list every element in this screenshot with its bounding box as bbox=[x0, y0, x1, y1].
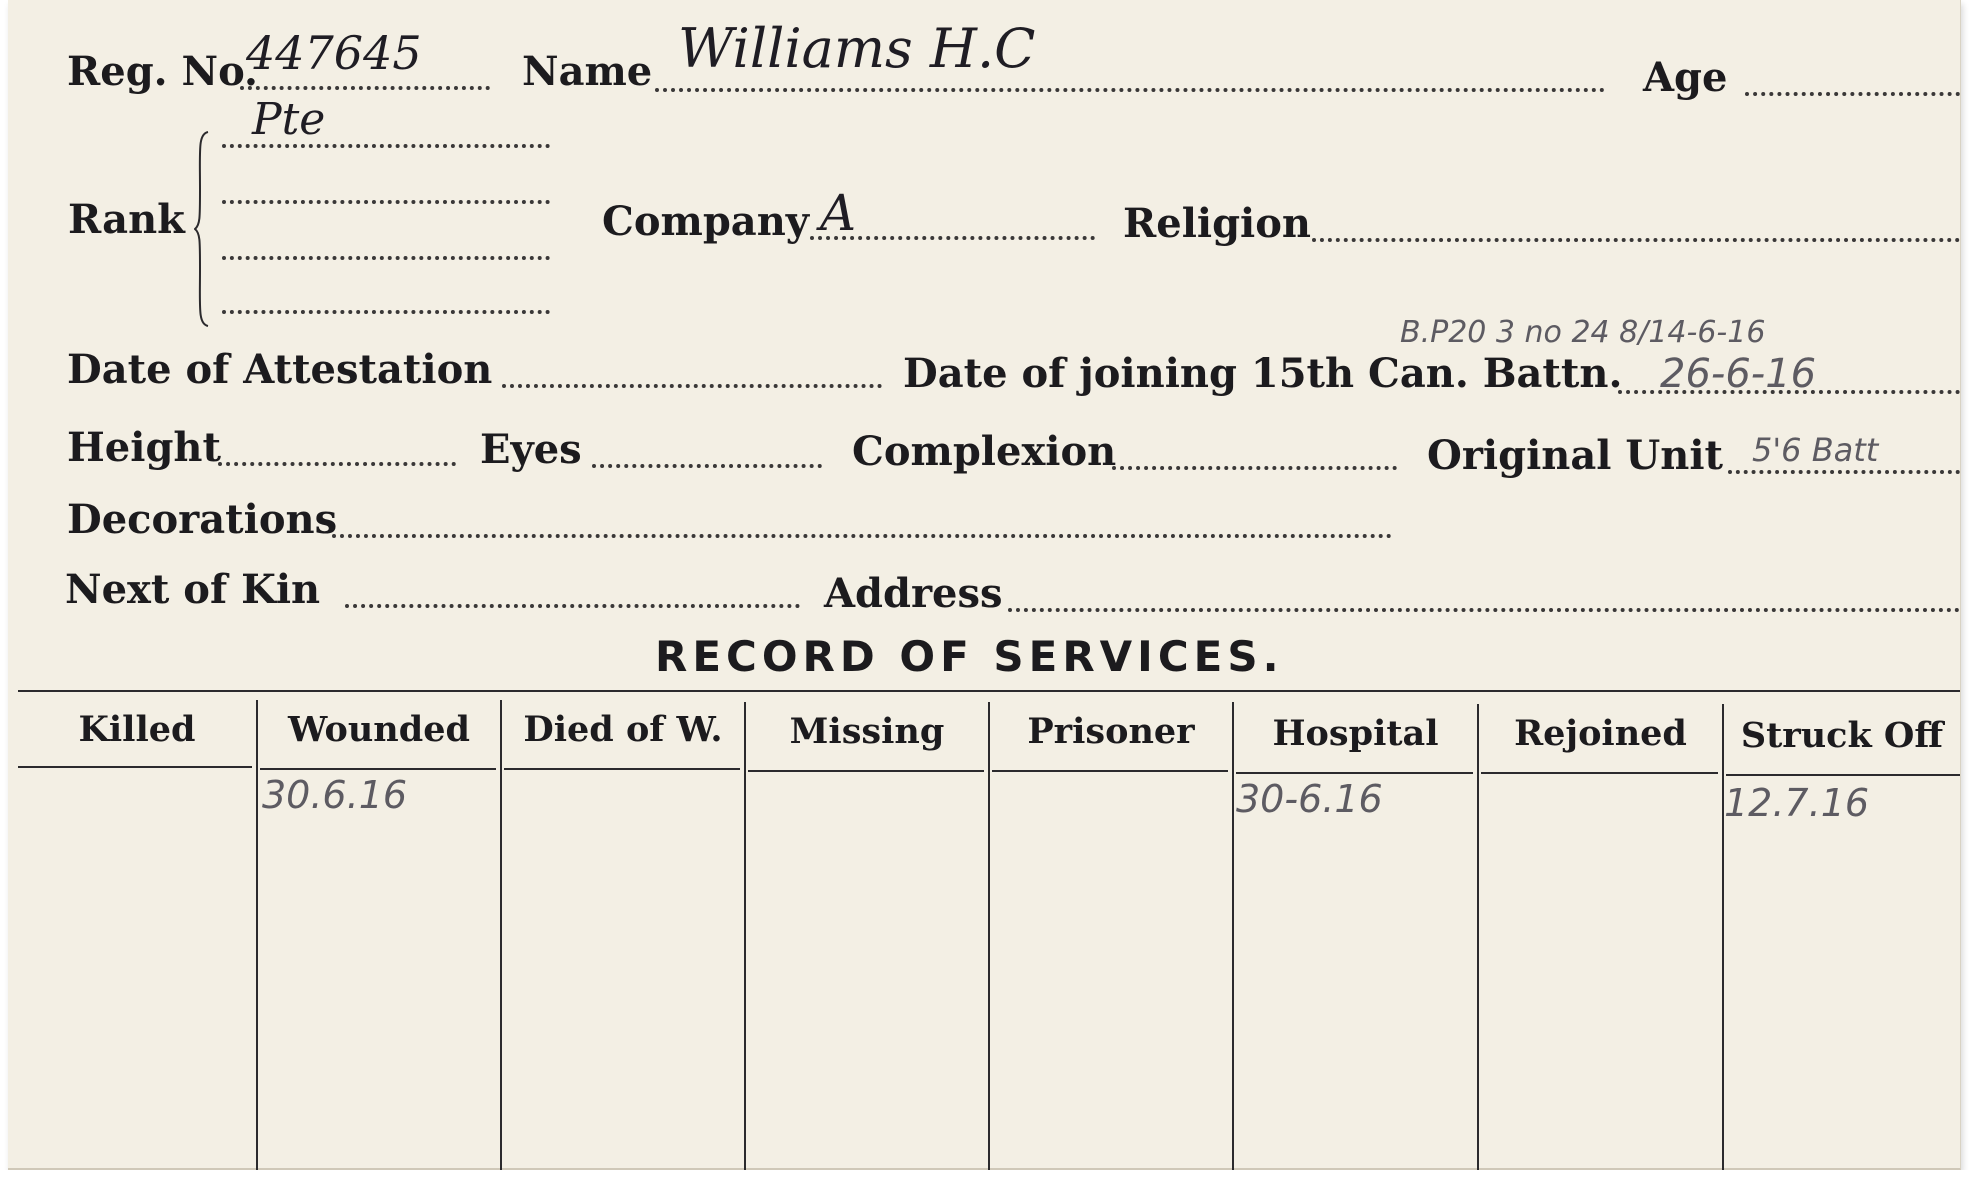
date-of-joining-label: Date of joining 15th Can. Battn. bbox=[903, 350, 1623, 397]
header-rule-prisoner bbox=[992, 770, 1228, 772]
column-header-wounded: Wounded bbox=[288, 709, 470, 750]
column-divider-3 bbox=[744, 702, 746, 1170]
date-of-joining-value: 26-6-16 bbox=[1660, 351, 1817, 397]
column-divider-4 bbox=[988, 702, 990, 1170]
page-margin bbox=[0, 1170, 1974, 1200]
height-dotted-line bbox=[218, 462, 456, 466]
date-of-attestation-label: Date of Attestation bbox=[67, 346, 493, 393]
address-dotted-line bbox=[1008, 608, 1960, 612]
eyes-dotted-line bbox=[592, 464, 822, 468]
age-dotted-line bbox=[1745, 92, 1960, 96]
wounded-entry: 30.6.16 bbox=[262, 773, 408, 817]
name-label: Name bbox=[522, 48, 653, 95]
rank-label: Rank bbox=[68, 196, 185, 243]
column-header-rejoined: Rejoined bbox=[1514, 713, 1687, 754]
column-header-missing: Missing bbox=[789, 711, 945, 752]
rank-line-4 bbox=[222, 310, 550, 314]
religion-dotted-line bbox=[1312, 238, 1960, 242]
decorations-dotted-line bbox=[332, 534, 1392, 538]
column-header-prisoner: Prisoner bbox=[1027, 711, 1195, 752]
complexion-label: Complexion bbox=[852, 428, 1117, 475]
hospital-entry: 30-6.16 bbox=[1236, 777, 1383, 821]
reg-no-label: Reg. No. bbox=[67, 48, 258, 95]
column-divider-1 bbox=[256, 700, 258, 1170]
rank-value: Pte bbox=[252, 94, 326, 145]
column-divider-2 bbox=[500, 700, 502, 1170]
original-unit-dotted-line bbox=[1728, 470, 1960, 474]
column-divider-5 bbox=[1232, 702, 1234, 1170]
address-label: Address bbox=[824, 570, 1003, 617]
rank-line-3 bbox=[222, 256, 550, 260]
column-divider-6 bbox=[1477, 704, 1479, 1170]
column-divider-7 bbox=[1722, 704, 1724, 1170]
column-header-died-of-wounds: Died of W. bbox=[523, 709, 723, 750]
reg-no-value: 447645 bbox=[246, 26, 422, 80]
rank-brace bbox=[194, 130, 210, 328]
column-header-killed: Killed bbox=[78, 709, 196, 750]
company-label: Company bbox=[602, 198, 810, 245]
header-rule-died bbox=[504, 768, 740, 770]
eyes-label: Eyes bbox=[480, 426, 582, 473]
record-of-services-title: RECORD OF SERVICES. bbox=[655, 632, 1284, 681]
struck-off-entry: 12.7.16 bbox=[1724, 781, 1870, 825]
height-label: Height bbox=[67, 424, 221, 471]
table-top-rule bbox=[18, 690, 1960, 692]
header-rule-missing bbox=[748, 770, 984, 772]
name-dotted-line bbox=[655, 88, 1605, 92]
date-of-attestation-dotted-line bbox=[502, 384, 882, 388]
original-unit-label: Original Unit bbox=[1427, 432, 1724, 479]
age-label: Age bbox=[1643, 54, 1728, 101]
header-rule-hospital bbox=[1236, 772, 1473, 774]
reg-no-dotted-line bbox=[240, 86, 490, 90]
rank-line-2 bbox=[222, 200, 550, 204]
header-rule-killed bbox=[18, 766, 252, 768]
column-header-hospital: Hospital bbox=[1272, 713, 1439, 754]
header-rule-wounded bbox=[260, 768, 496, 770]
complexion-dotted-line bbox=[1112, 466, 1397, 470]
religion-label: Religion bbox=[1123, 200, 1312, 247]
column-header-struck-off: Struck Off bbox=[1740, 715, 1944, 756]
decorations-label: Decorations bbox=[67, 496, 338, 543]
company-value: A bbox=[820, 184, 857, 242]
next-of-kin-dotted-line bbox=[345, 604, 800, 608]
next-of-kin-label: Next of Kin bbox=[65, 566, 321, 613]
original-unit-value: 5'6 Batt bbox=[1752, 431, 1879, 469]
header-rule-struck-off bbox=[1726, 774, 1960, 776]
joining-note: B.P20 3 no 24 8/14-6-16 bbox=[1400, 315, 1766, 350]
name-value: Williams H.C bbox=[678, 17, 1036, 80]
header-rule-rejoined bbox=[1481, 772, 1718, 774]
